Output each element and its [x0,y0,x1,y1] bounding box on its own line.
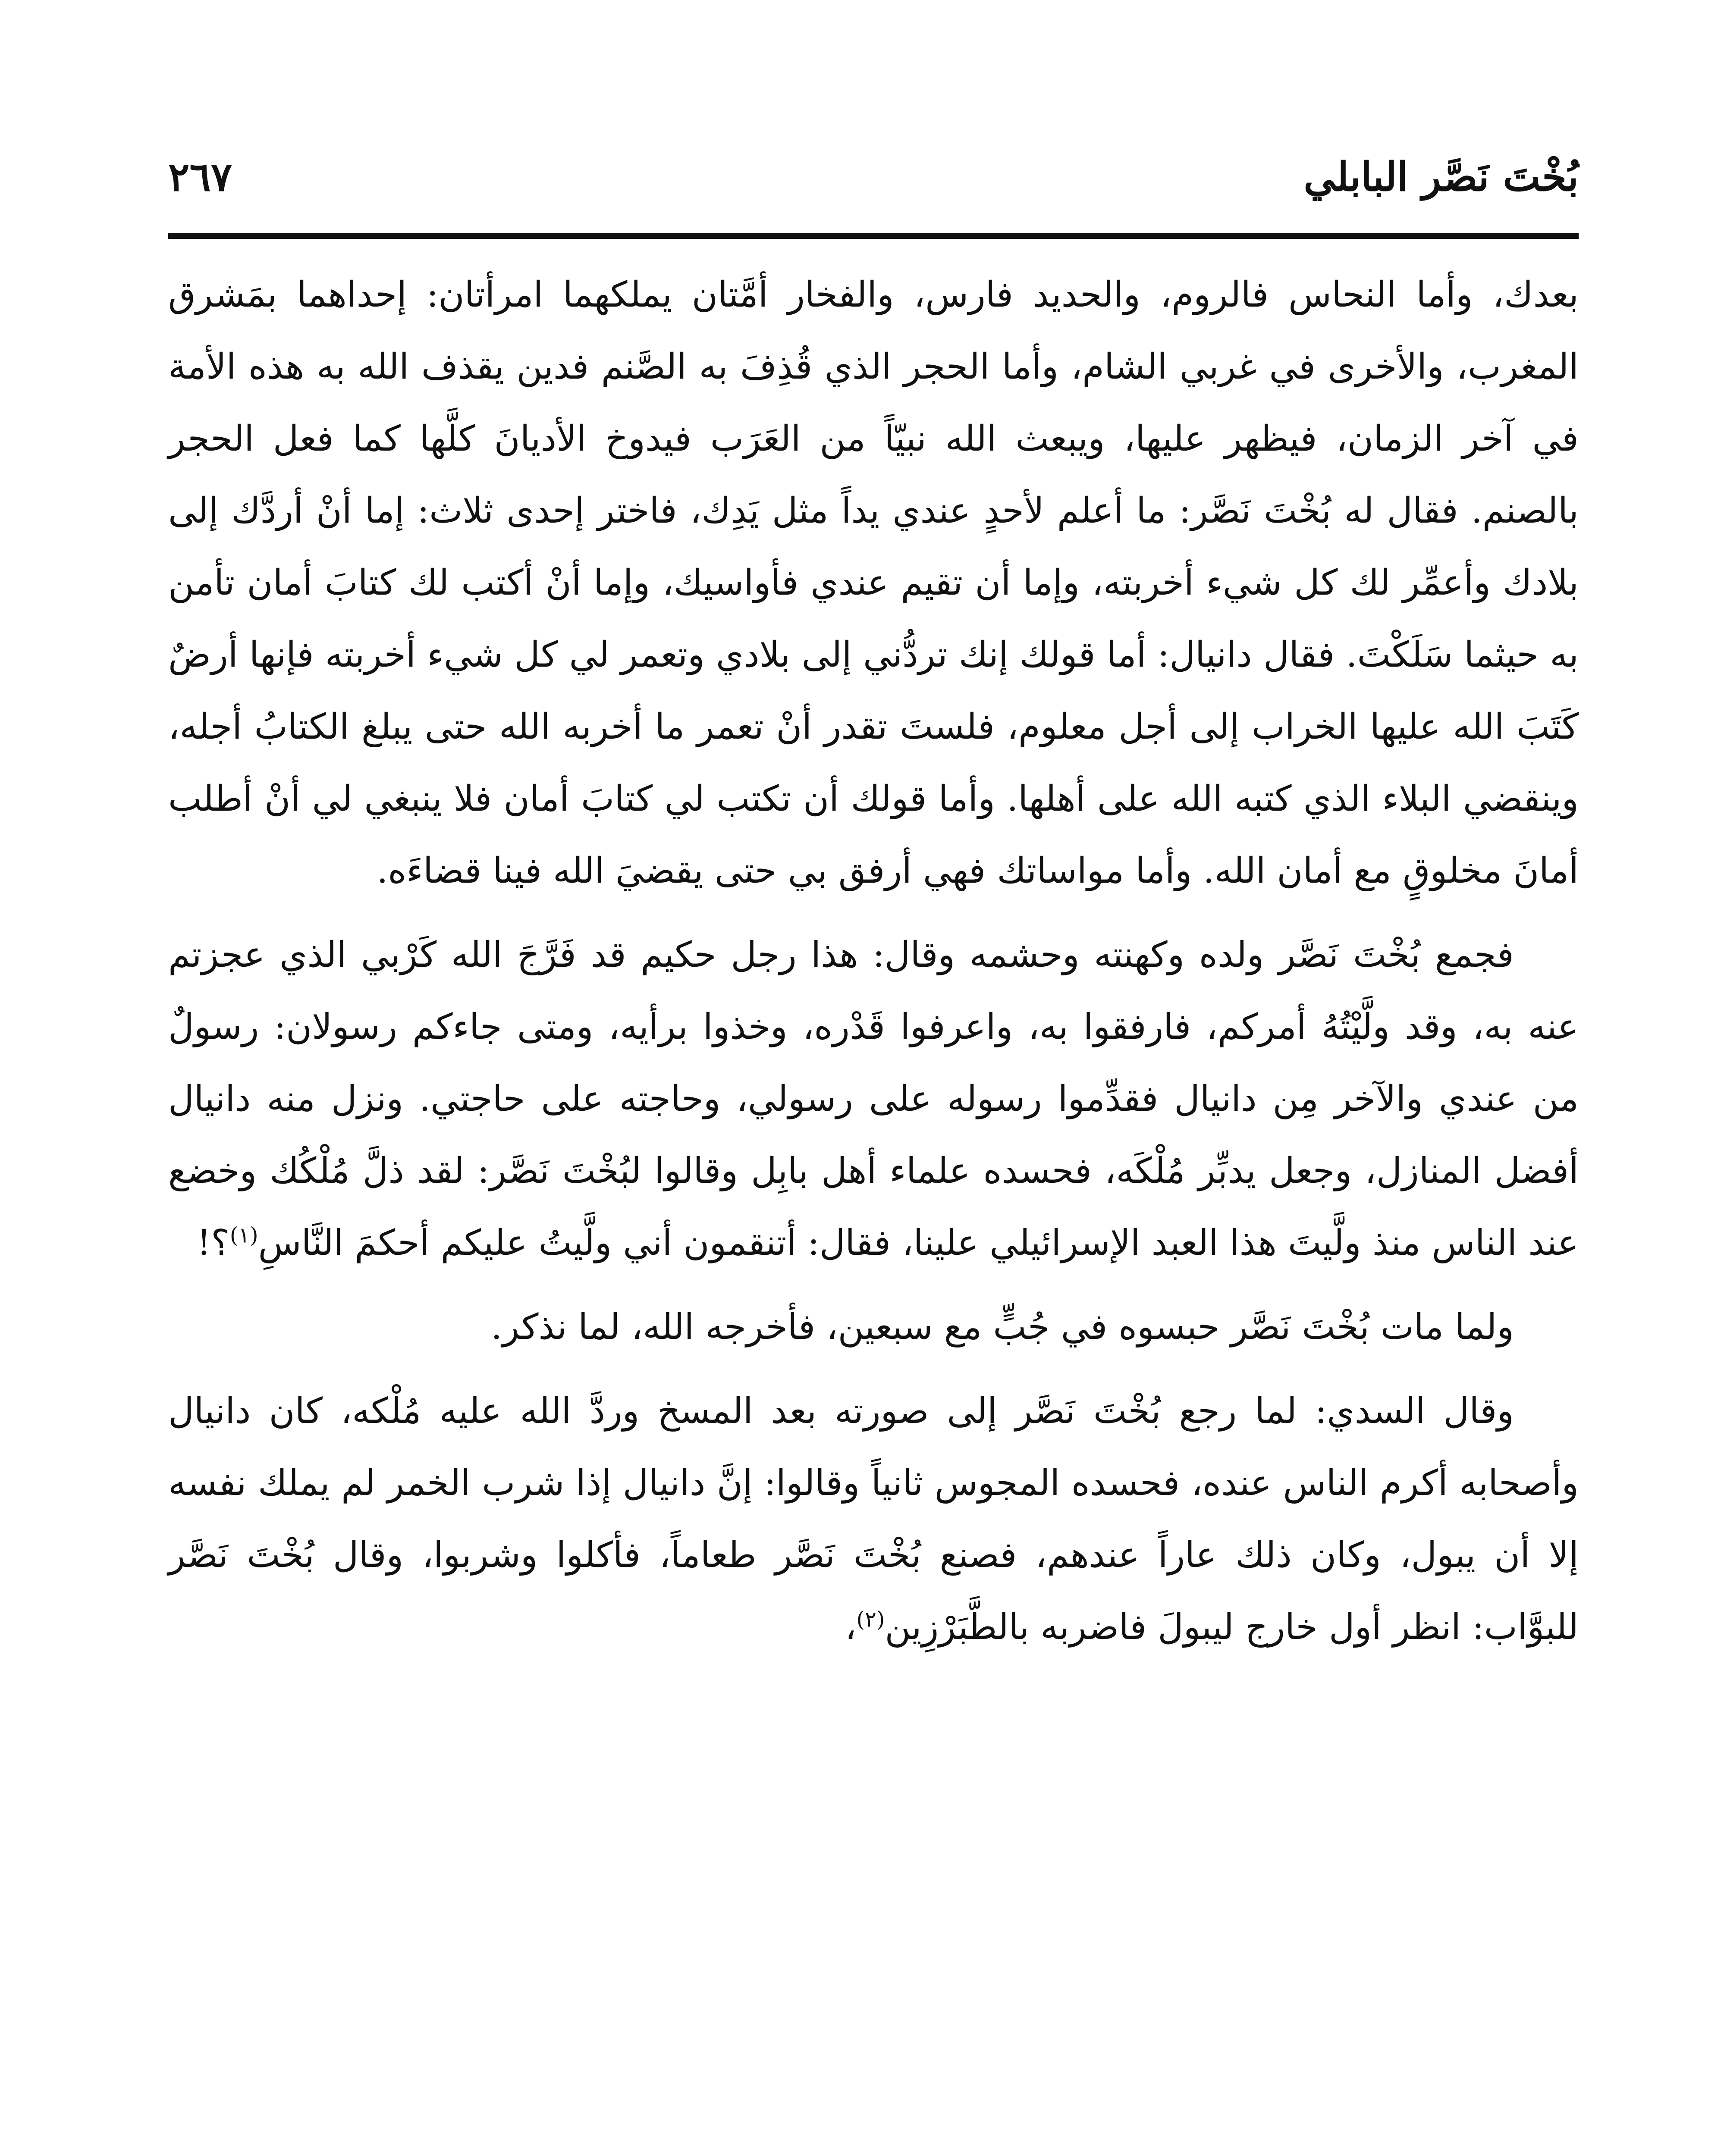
footnote-ref-2[interactable]: (٢) [856,1607,885,1632]
paragraph-2-end: ؟! [197,1222,230,1263]
running-title: بُخْتَ نَصَّر البابلي [1303,154,1579,200]
main-text [168,259,1579,1675]
paragraph-4 [168,1375,1579,1663]
header-rule [168,233,1579,239]
page-number: ٢٦٧ [168,154,232,200]
paragraph-2 [168,919,1579,1279]
page-header [168,147,1579,216]
paragraph-4-end: ، [845,1607,857,1648]
paragraph-2-text: فجمع بُخْتَ نَصَّر ولده وكهنته وحشمه وقال: هذا رجل حكيم قد فَرَّجَ الله كَرْبي الذي عجزتم عنه به، وقد ولَّيْتُهُ أمركم، فارفقوا به، واعرفوا قَدْره، وخذوا برأيه، ومتى جاءكم رسولان: رسولٌ من عندي والآخر مِن دانيال فقدِّموا رسوله على رسولي، وحاجته على حاجتي. ونزل منه دانيال أفضل المنازل، وجعل يدبِّر مُلْكَه، فحسده علماء أهل بابِل وقالوا لبُخْتَ نَصَّر: لقد ذلَّ مُلْكُك وخضع عند الناس منذ ولَّيتَ هذا العبد الإسرائيلي علينا، فقال: أتنقمون أني ولَّيتُ عليكم أحكمَ النَّاسِ [168,934,1579,1263]
footnote-ref-1[interactable]: (١) [229,1222,258,1248]
paragraph-1: بعدك، وأما النحاس فالروم، والحديد فارس، والفخار أمَّتان يملكهما امرأتان: إحداهما بمَشرق المغرب، والأخرى في غربي الشام، وأما الحجر الذي قُذِفَ به الصَّنم فدين يقذف الله به هذه الأمة في آخر الزمان، فيظهر عليها، ويبعث الله نبيّاً من العَرَب فيدوخ الأديانَ كلَّها كما فعل الحجر بالصنم. فقال له بُخْتَ نَصَّر: ما أعلم لأحدٍ عندي يداً مثل يَدِك، فاختر إحدى ثلاث: إما أنْ أردَّك إلى بلادك وأعمِّر لك كل شيء أخربته، وإما أن تقيم عندي فأواسيك، وإما أنْ أكتب لك كتابَ أمان تأمن به حيثما سَلَكْتَ. فقال دانيال: أما قولك إنك تردُّني إلى بلادي وتعمر لي كل شيء أخربته فإنها أرضٌ كَتَبَ الله عليها الخراب إلى أجل معلوم، فلستَ تقدر أنْ تعمر ما أخربه الله حتى يبلغ الكتابُ أجله، وينقضي البلاء الذي كتبه الله على أهلها. وأما قولك أن تكتب لي كتابَ أمان فلا ينبغي لي أنْ أطلب أمانَ مخلوقٍ مع أمان الله. وأما مواساتك فهي أرفق بي حتى يقضيَ الله فينا قضاءَه. [168,274,1579,891]
paragraph-3: ولما مات بُخْتَ نَصَّر حبسوه في جُبٍّ مع سبعين، فأخرجه الله، لما نذكر. [491,1307,1514,1348]
paragraph-4-text: وقال السدي: لما رجع بُخْتَ نَصَّر إلى صورته بعد المسخ وردَّ الله عليه مُلْكه، كان دانيال وأصحابه أكرم الناس عنده، فحسده المجوس ثانياً وقالوا: إنَّ دانيال إذا شرب الخمر لم يملك نفسه إلا أن يبول، وكان ذلك عاراً عندهم، فصنع بُخْتَ نَصَّر طعاماً، فأكلوا وشربوا، وقال بُخْتَ نَصَّر للبوَّاب: انظر أول خارج ليبولَ فاضربه بالطَّبَرْزِين [168,1391,1579,1648]
